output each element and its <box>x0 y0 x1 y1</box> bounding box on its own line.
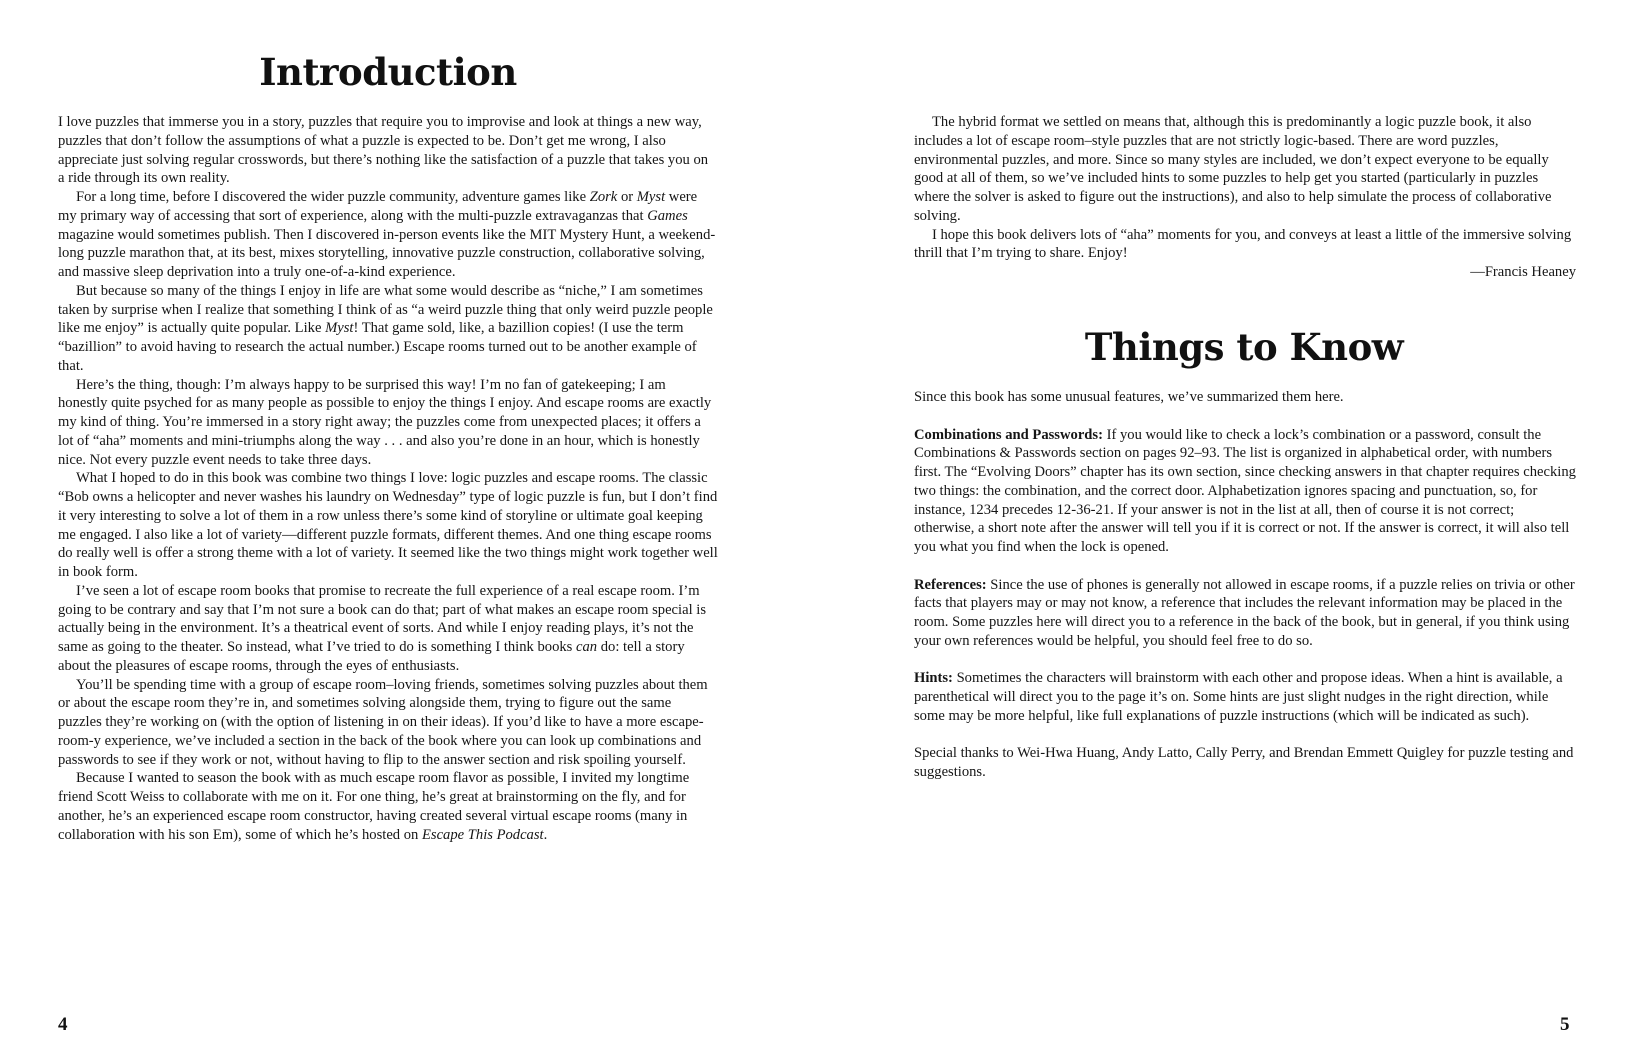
page-number: 5 <box>1560 1014 1570 1035</box>
paragraph: You’ll be spending time with a group of escape room–loving friends, sometimes solving puzzles about them or about the escape room they’re in, and sometimes solving alongside them, trying to figure out the same puzzles they’re working on (with the option of listening in on their ideas). If you’d like to have a more escape-room-y experience, we’ve included a section in the back of the book where you can look up combinations and passwords to see if they work or not, without having to flip to the answer section and risk spoiling yourself. <box>58 676 708 768</box>
introduction-continued <box>914 113 1576 282</box>
hints-entry: Hints: Sometimes the characters will brainstorm with each other and propose ideas. When a hint is available, a parenthetical will direct you to the page it’s on. Some hints are just slight nudges in the right direction, while some may be more helpful, like full explanations of puzzle instructions (which will be indicated as such). <box>914 670 1563 724</box>
references-heading: References: <box>914 576 987 593</box>
things-to-know-body <box>914 388 1576 782</box>
paragraph: What I hoped to do in this book was combine two things I love: logic puzzles and escape rooms. The classic “Bob owns a helicopter and never washes his laundry on Wednesday” type of logic puzzle is fun, but I don’t find it very interesting to solve a lot of them in a row unless there’s some kind of storyline or ultimate goal keeping me engaged. I also like a lot of variety—different puzzle formats, different themes. And one thing escape rooms do really well is offer a strong theme with a lot of variety. It seemed like the two things might work together well in book form. <box>58 470 718 580</box>
paragraph: For a long time, before I discovered the wider puzzle community, adventure games like Zork or Myst were my primary way of accessing that sort of experience, along with the multi-puzzle extravaganzas that Games magazine would sometimes publish. Then I discovered in-person events like the MIT Mystery Hunt, a weekend-long puzzle marathon that, at its best, mixes storytelling, innovative puzzle construction, collaborative solving, and massive sleep deprivation into a truly one-of-a-kind experience. <box>58 189 716 280</box>
game-title-myst: Myst <box>636 189 666 205</box>
right-page <box>814 0 1628 1052</box>
references-entry: References: Since the use of phones is generally not allowed in escape rooms, if a puzzle relies on trivia or other facts that players may or may not know, a reference that includes the relevant information may be placed in the room. Some puzzles here will direct you to a reference in the back of the book, but in general, if you think using your own references would be helpful, you should feel free to do so. <box>914 576 1575 649</box>
acknowledgements: Special thanks to Wei-Hwa Huang, Andy Latto, Cally Perry, and Brendan Emmett Quigley for puzzle testing and suggestions. <box>914 745 1574 780</box>
paragraph: I hope this book delivers lots of “aha” moments for you, and conveys at least a little of the immersive solving thrill that I’m trying to share. Enjoy! <box>914 226 1572 262</box>
paragraph: I love puzzles that immerse you in a story, puzzles that require you to improvise and look at things a new way, puzzles that don’t follow the assumptions of what a puzzle is expected to be. Don’t get me wrong, I also appreciate just solving regular crosswords, but there’s nothing like the satisfaction of a puzzle that takes you on a ride through its own reality. <box>58 114 709 187</box>
game-title-zork: Zork <box>589 189 618 205</box>
emphasis-can: can <box>576 639 598 655</box>
introduction-body <box>58 113 718 844</box>
paragraph: Here’s the thing, though: I’m always happy to be surprised this way! I’m no fan of gatekeeping; I am honestly quite psyched for as many people as possible to enjoy the things I enjoy. And escape rooms are exactly my kind of thing. You’re immersed in a story right away; the puzzles come from unexpected places; it offers a lot of “aha” moments and mini-triumphs along the way . . . and also you’re done in an hour, which is honestly nice. Not every puzzle event needs to take three days. <box>58 376 712 468</box>
game-title-myst: Myst <box>325 320 354 337</box>
paragraph: I’ve seen a lot of escape room books that promise to recreate the full experience of a real escape room. I’m going to be contrary and say that I’m not sure a book can do that; part of what makes an escape room special is actually being in the environment. It’s a theatrical event of sorts. And while I enjoy reading plays, it’s not the same as going to the theater. So instead, what I’ve tried to do is something I think books can do: tell a story about the pleasures of escape rooms, through the eyes of enthusiasts. <box>58 582 707 674</box>
paragraph: The hybrid format we settled on means that, although this is predominantly a logic puzzle book, it also includes a lot of escape room–style puzzles that are not strictly logic-based. There are word puzzles, environmental puzzles, and more. Since so many styles are included, we don’t expect everyone to be equally good at all of them, so we’ve included hints to some puzzles to help get you started (particularly in puzzles where the solver is asked to figure out the instructions), and also to help simulate the process of collaborative solving. <box>914 114 1552 224</box>
paragraph: Because I wanted to season the book with as much escape room flavor as possible, I invited my longtime friend Scott Weiss to collaborate with me on it. For one thing, he’s great at brainstorming on the fly, and for another, he’s an experienced escape room constructor, having created several virtual escape rooms (many in collaboration with his son Em), some of which he’s hosted on Escape This Podcast. <box>58 770 690 843</box>
podcast-title: Escape This Podcast <box>421 826 544 843</box>
author-signature: —Francis Heaney <box>1470 264 1576 280</box>
page-title: Introduction <box>259 50 517 94</box>
combinations-entry: Combinations and Passwords: If you would like to check a lock’s combination or a password, consult the Combinations & Passwords section on pages 92–93. The list is organized in alphabetical order, with numbers first. The “Evolving Doors” chapter has its own section, since checking answers in that chapter requires checking two things: the combination, and the correct door. Alphabetization ignores spacing and punctuation, so, for instance, 1234 precedes 12-36-21. If your answer is not in the list at all, then of course it is not correct; otherwise, a short note after the answer will tell you if it is correct or not. If the answer is correct, it will also tell you what you find when the lock is opened. <box>914 426 1576 555</box>
section-intro: Since this book has some unusual features, we’ve summarized them here. <box>914 389 1344 405</box>
section-title: Things to Know <box>1084 325 1404 369</box>
hints-heading: Hints: <box>914 670 953 687</box>
magazine-title-games: Games <box>647 207 688 224</box>
combinations-heading: Combinations and Passwords: <box>914 426 1103 443</box>
paragraph: But because so many of the things I enjoy in life are what some would describe as “niche,” I am sometimes taken by surprise when I realize that something I think of as “a weird puzzle thing that only weird puzzle people like me enjoy” is actually quite popular. Like Myst! That game sold, like, a bazillion copies! (I use the term “bazillion” to avoid having to research the actual number.) Escape rooms turned out to be another example of that. <box>58 282 713 374</box>
page-number: 4 <box>58 1014 68 1035</box>
